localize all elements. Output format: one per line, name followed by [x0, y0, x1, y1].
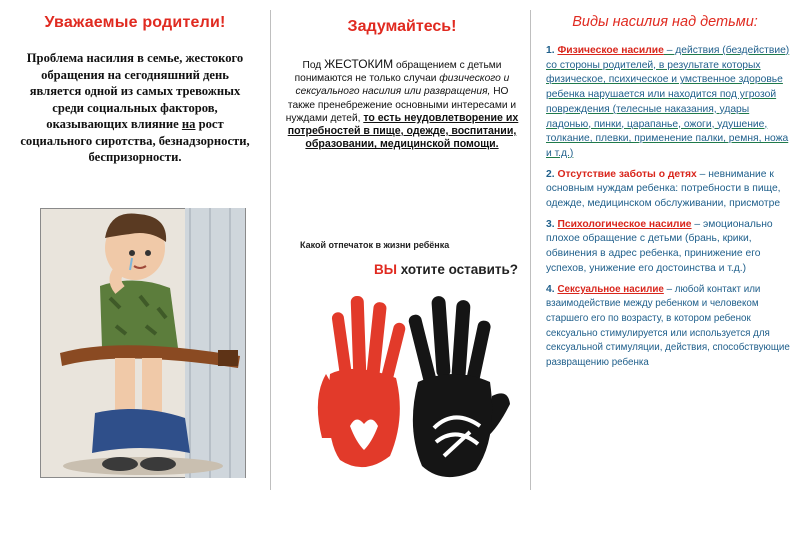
paragraph-text: НО также пренебрежение основными интересами и нуждами детей,	[285, 86, 517, 124]
item-title: Отсутствие заботы о детях	[557, 168, 697, 180]
handprint-poster	[294, 232, 526, 490]
poster-line2	[374, 262, 518, 277]
paragraph-text: обращением с детьми понимаются не только случаи	[294, 60, 502, 85]
parents-heading: Уважаемые родители!	[44, 14, 226, 31]
item-title: Психологическое насилие	[557, 218, 692, 230]
paragraph-italic-text: физического и сексуального насилия или развращения,	[295, 73, 510, 98]
think-column	[282, 8, 522, 151]
column-divider	[530, 10, 531, 490]
item-number: 2.	[546, 168, 555, 180]
lead-text-part: рост социального сиротства, безнадзорности, беспризорности.	[20, 117, 250, 164]
think-heading: Задумайтесь!	[347, 18, 457, 35]
item-number: 4.	[546, 283, 555, 295]
violence-type-item	[546, 44, 790, 162]
column-divider	[270, 10, 271, 490]
handprints-image	[294, 278, 526, 490]
item-title: Физическое насилие	[557, 45, 664, 56]
parents-column	[10, 8, 260, 166]
poster-line2-rest: хотите оставить?	[396, 262, 519, 277]
item-description: – действия (бездействие) со стороны родителей, в результате которых физическое, психическое и умственное здоровье ребенка нарушается или находится под угрозой повреждения (телесные наказания, удары ладонью, пинки, царапанье, ожоги, удушение, толкание, плевки, применение палки, ремня, ножа и т.д.)	[546, 45, 790, 159]
parents-lead-text	[16, 50, 254, 166]
item-description: – любой контакт или взаимодействие между ребенком и человеком старшего его по возрасту, в котором ребенок сексуально стимулируется или используется для сексуальной стимуляции, действия, способствующие развращению ребенка	[546, 283, 790, 369]
violence-type-item	[546, 283, 790, 371]
violence-type-item	[546, 168, 790, 212]
item-title: Сексуальное насилие	[557, 283, 664, 295]
paragraph-caps-word: ЖЕСТОКИМ	[324, 57, 394, 71]
violence-type-item	[546, 218, 790, 277]
violence-types-heading: Виды насилия над детьми:	[572, 14, 758, 30]
boy-illustration	[40, 208, 246, 478]
paragraph-bold-underlined-text: то есть неудовлетворение их потребностей в пище, одежде, воспитании, образовании, медицинской помощи.	[287, 111, 519, 151]
poster-red-word: ВЫ	[374, 262, 397, 277]
item-description: – невнимание к основным нуждам ребенка: потребности в пище, одежде, медицинском обслуживании, присмотре	[546, 168, 781, 210]
paragraph-text: Под	[302, 60, 325, 71]
lead-text-part: Проблема насилия в семье, жестокого обращения на сегодняшний день является одной из самых тревожных среди социальных факторов, оказывающих влияние	[26, 51, 244, 131]
think-paragraph	[282, 58, 522, 151]
violence-types-column	[540, 14, 790, 377]
item-description: – эмоционально плохое обращение с детьми (брань, крики, обвинения в адрес ребенка, принижение его успехов, унижение его достоинства и т.д.)	[546, 218, 773, 274]
lead-text-underlined: на	[181, 117, 196, 131]
item-number: 1.	[546, 45, 555, 56]
item-number: 3.	[546, 218, 555, 230]
poster-line1: Какой отпечаток в жизни ребёнка	[300, 240, 450, 250]
